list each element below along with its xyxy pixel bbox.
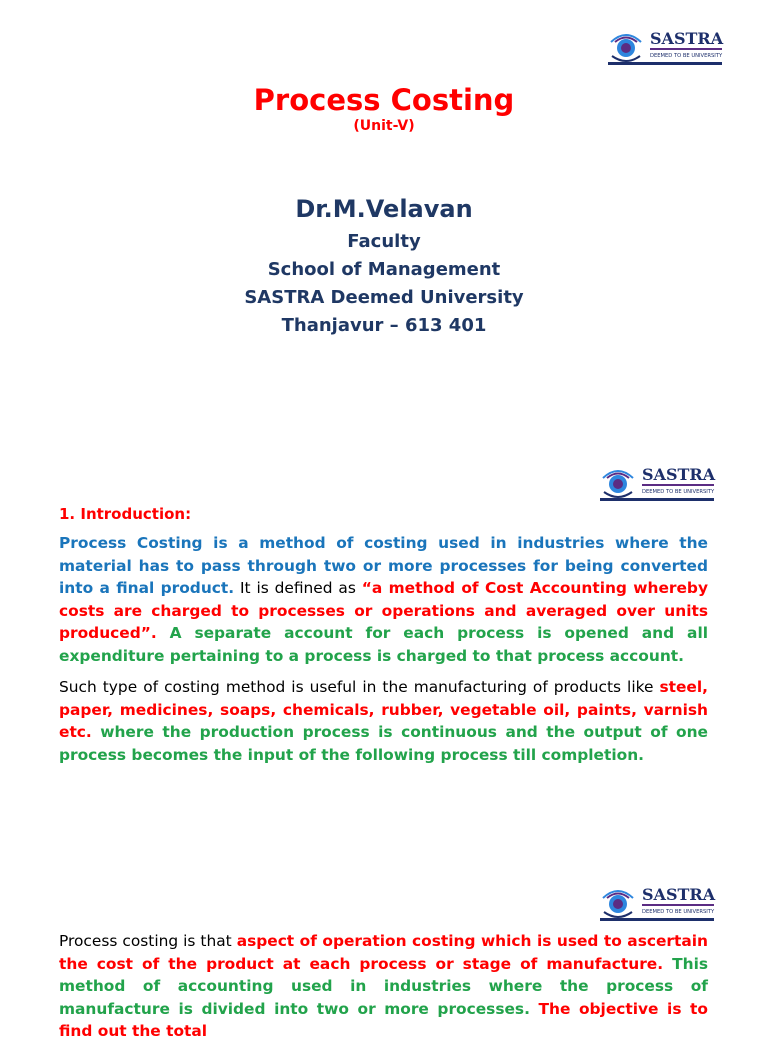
paragraph-run: Such type of costing method is useful in the manufacturing of products like: [59, 678, 660, 696]
paragraph-run: A separate account for each process is opened and all expenditure pertaining to a process is charged to that process account.: [59, 624, 708, 665]
sastra-logo: [600, 884, 716, 924]
logo-tagline: DEEMED TO BE UNIVERSITY: [650, 53, 723, 59]
paragraph-run: aspect of operation costing which is used to ascertain the cost of the product at each process or stage of manufacture.: [59, 932, 708, 973]
definition-paragraph: [59, 532, 708, 667]
usage-paragraph: [59, 676, 708, 766]
paragraph-run: Process Costing is a method of costing used in industries where the material has to pass through two or more processes for being converted into a final product.: [59, 534, 708, 597]
sastra-logo: [600, 464, 716, 504]
paragraph-run: where the production process is continuous and the output of one process becomes the input of the following process till completion.: [59, 723, 708, 764]
paragraph-run: steel, paper, medicines, soaps, chemicals, rubber, vegetable oil, paints, varnish etc.: [59, 678, 708, 741]
paragraph-run: This method of accounting used in industries where the process of manufacture is divided into two or more processes.: [59, 954, 709, 1018]
affiliation-role: Faculty: [347, 231, 421, 252]
slide-title: Process Costing: [253, 83, 515, 117]
paragraph-run: “a method of Cost Accounting whereby costs are charged to processes or operations and averaged over units produced”.: [59, 579, 708, 642]
logo-name: SASTRA: [650, 29, 724, 48]
logo-tagline: DEEMED TO BE UNIVERSITY: [642, 489, 715, 495]
introduction-slide: [0, 460, 768, 870]
paragraph-run: It is defined as: [234, 579, 362, 597]
affiliation-university: SASTRA Deemed University: [244, 287, 524, 308]
author-name: Dr.M.Velavan: [295, 195, 473, 223]
affiliation-city: Thanjavur – 613 401: [281, 315, 487, 336]
title-slide: [0, 0, 768, 460]
unit-label: (Unit-V): [353, 118, 415, 134]
operation-costing-paragraph: [59, 930, 708, 1043]
paragraph-run: Process costing is that: [59, 932, 237, 950]
paragraph-run: The objective is to find out the total: [59, 999, 708, 1040]
affiliation-school: School of Management: [267, 259, 501, 280]
logo-tagline: DEEMED TO BE UNIVERSITY: [642, 909, 715, 915]
section-heading: 1. Introduction:: [59, 505, 192, 523]
sastra-logo: [608, 28, 724, 68]
logo-name: SASTRA: [642, 885, 716, 904]
continuation-slide: [0, 870, 768, 1040]
logo-name: SASTRA: [642, 465, 716, 484]
